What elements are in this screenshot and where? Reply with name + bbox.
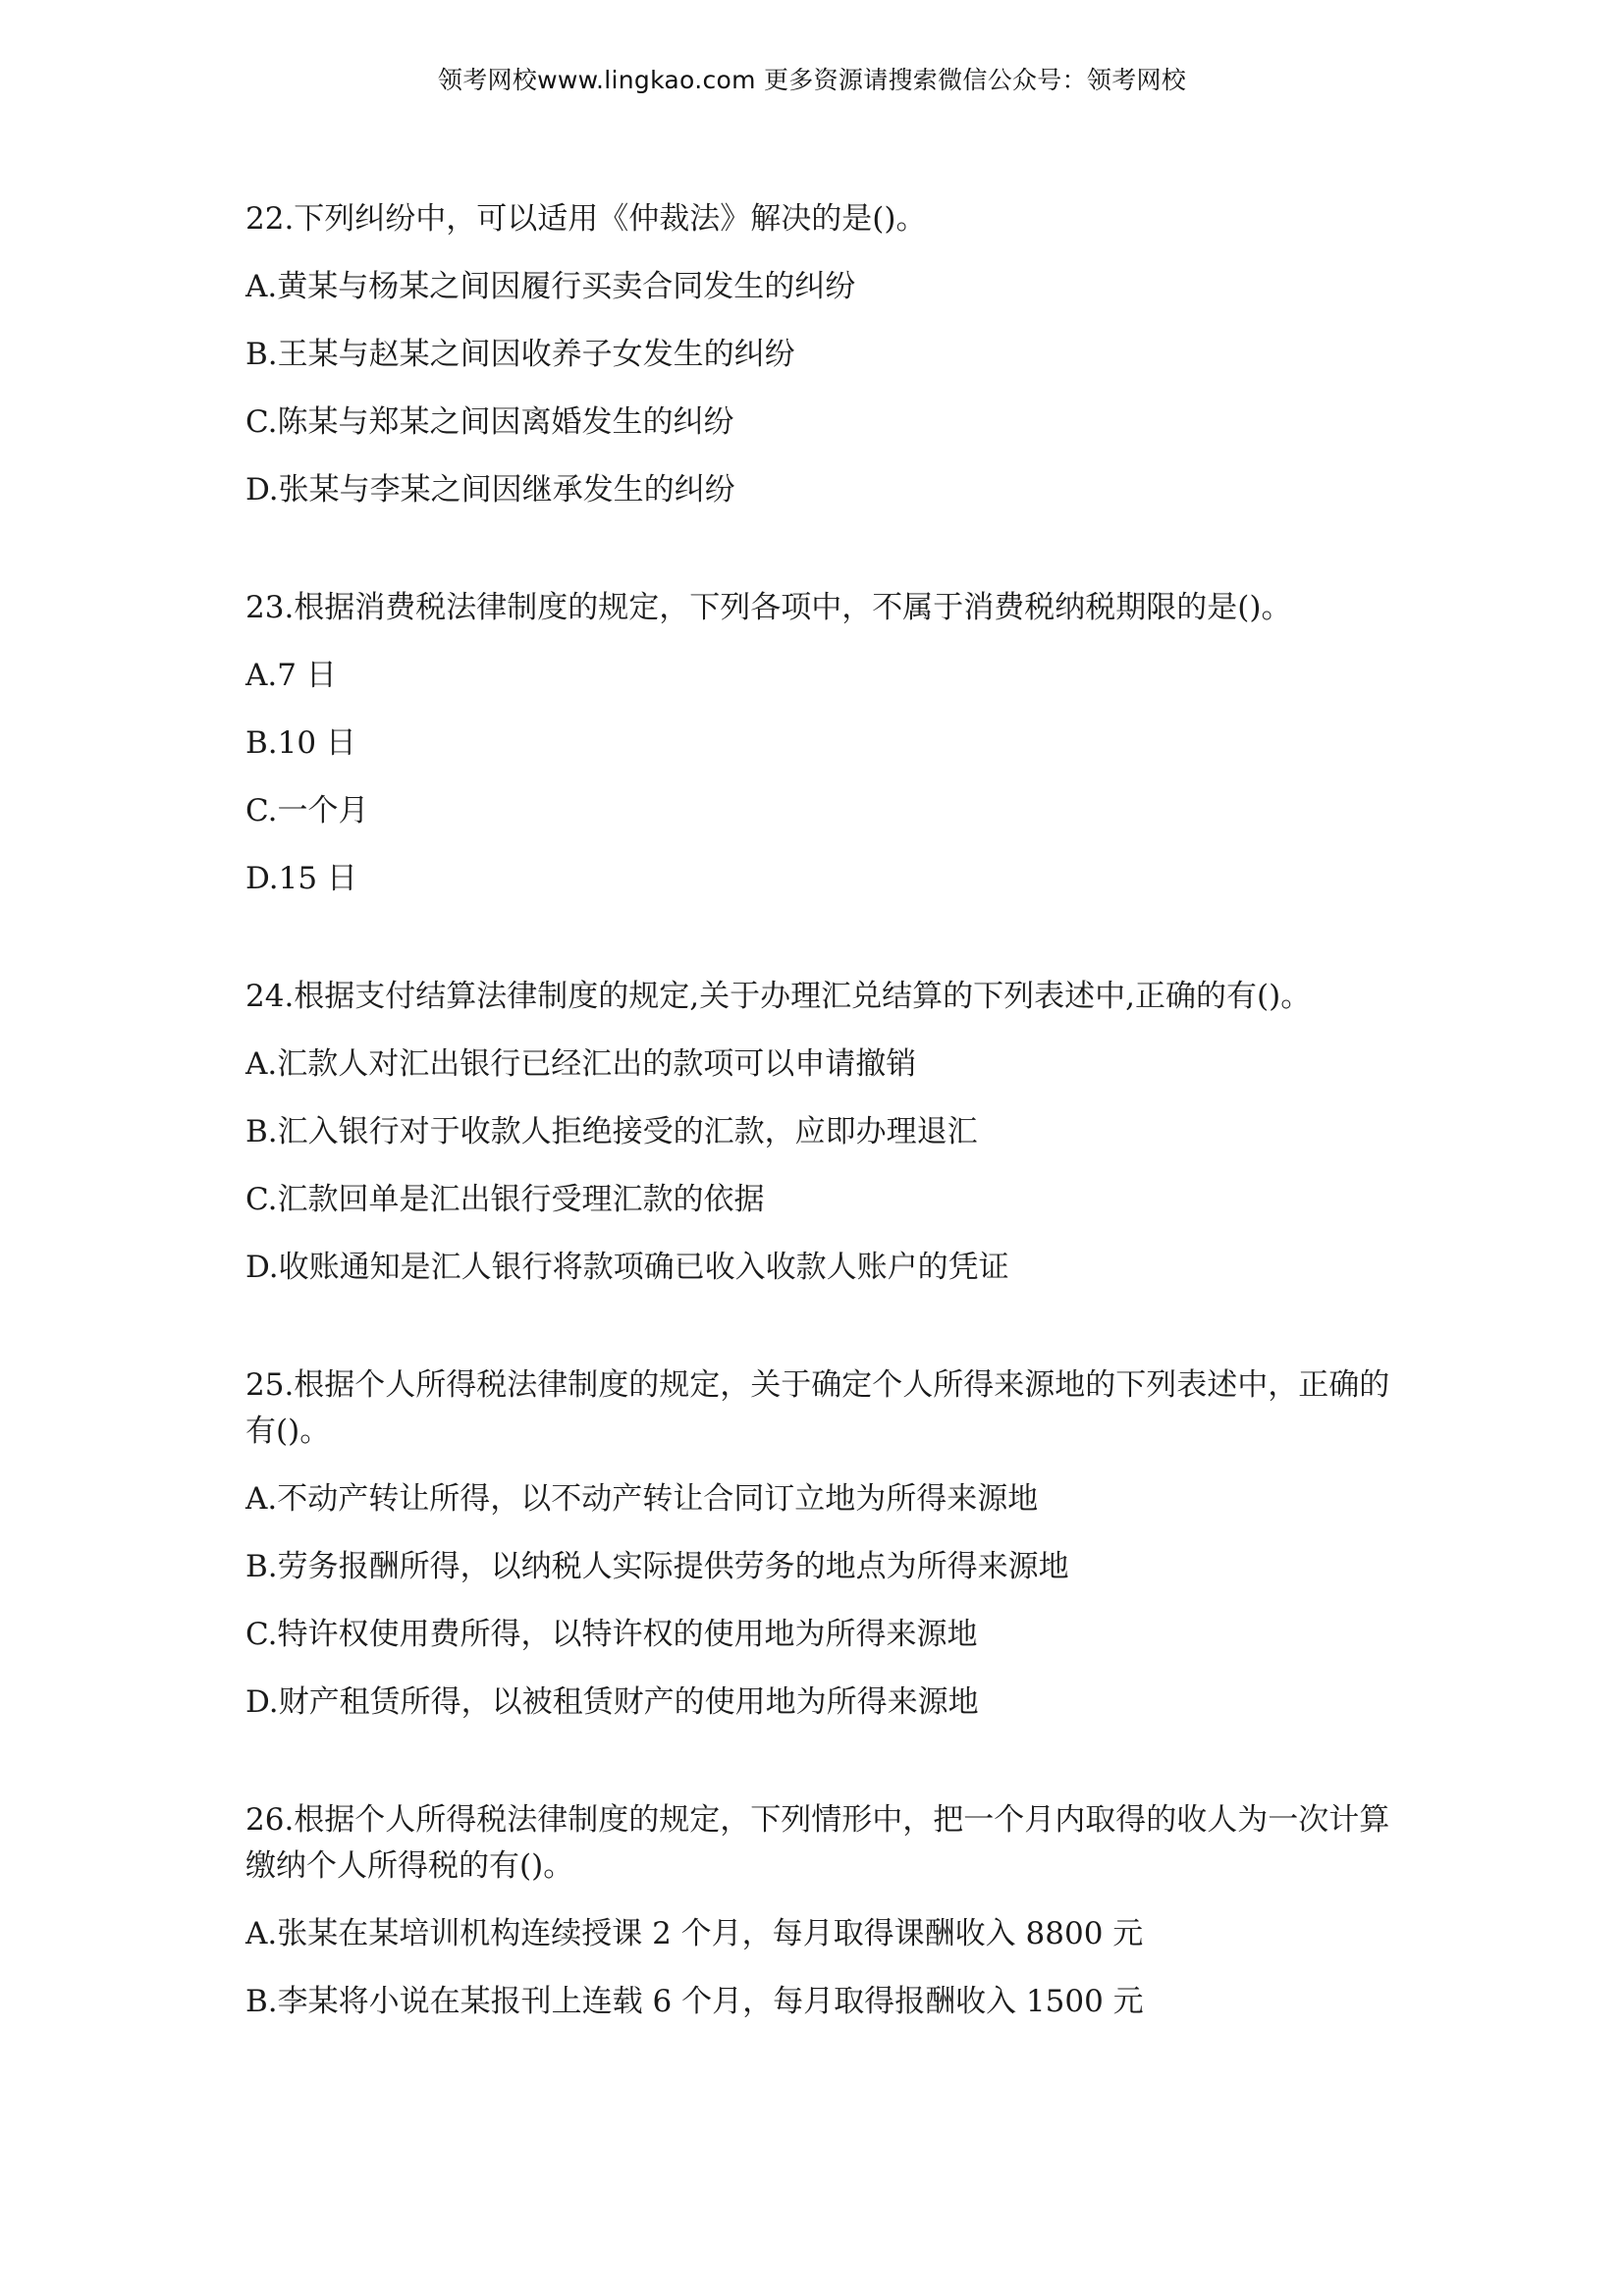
option-a: A.不动产转让所得，以不动产转让合同订立地为所得来源地 xyxy=(245,1481,1039,1517)
option-a: A.张某在某培训机构连续授课 2 个月，每月取得课酬收入 8800 元 xyxy=(245,1916,1144,1951)
option-c: C.陈某与郑某之间因离婚发生的纠纷 xyxy=(245,404,734,440)
option-d: D.财产租赁所得，以被租赁财产的使用地为所得来源地 xyxy=(245,1684,979,1720)
question-stem: 25.根据个人所得税法律制度的规定，关于确定个人所得来源地的下列表述中，正确的有()。 xyxy=(245,1367,1390,1449)
question-26 xyxy=(245,1797,1404,2025)
option-b: B.劳务报酬所得，以纳税人实际提供劳务的地点为所得来源地 xyxy=(245,1549,1069,1584)
option-c: C.汇款回单是汇出银行受理汇款的依据 xyxy=(245,1182,765,1217)
option-d: D.收账通知是汇人银行将款项确已收入收款人账户的凭证 xyxy=(245,1250,1009,1285)
option-a: A.黄某与杨某之间因履行买卖合同发生的纠纷 xyxy=(245,269,856,304)
question-stem: 23.根据消费税法律制度的规定，下列各项中，不属于消费税纳税期限的是()。 xyxy=(245,590,1292,625)
option-b: B.李某将小说在某报刊上连载 6 个月，每月取得报酬收入 1500 元 xyxy=(245,1984,1144,2019)
question-23 xyxy=(245,585,1404,902)
question-25 xyxy=(245,1362,1404,1726)
option-b: B.王某与赵某之间因收养子女发生的纠纷 xyxy=(245,337,795,372)
question-stem: 24.根据支付结算法律制度的规定,关于办理汇兑结算的下列表述中,正确的有()。 xyxy=(245,979,1312,1014)
question-22 xyxy=(245,196,1404,513)
option-a: A.汇款人对汇出银行已经汇出的款项可以申请撤销 xyxy=(245,1046,917,1082)
option-a: A.7 日 xyxy=(245,658,337,693)
page-header: 领考网校www.lingkao.com 更多资源请搜索微信公众号：领考网校 xyxy=(437,66,1187,94)
question-stem: 26.根据个人所得税法律制度的规定，下列情形中，把一个月内取得的收人为一次计算缴纳个人所得税的有()。 xyxy=(245,1802,1390,1884)
option-c: C.特许权使用费所得，以特许权的使用地为所得来源地 xyxy=(245,1617,978,1652)
option-d: D.张某与李某之间因继承发生的纠纷 xyxy=(245,472,735,507)
option-d: D.15 日 xyxy=(245,861,357,896)
question-list xyxy=(245,196,1404,2025)
option-c: C.一个月 xyxy=(245,793,369,828)
option-b: B.汇入银行对于收款人拒绝接受的汇款，应即办理退汇 xyxy=(245,1114,978,1149)
option-b: B.10 日 xyxy=(245,725,356,761)
question-24 xyxy=(245,974,1404,1291)
question-stem: 22.下列纠纷中，可以适用《仲裁法》解决的是()。 xyxy=(245,201,927,237)
